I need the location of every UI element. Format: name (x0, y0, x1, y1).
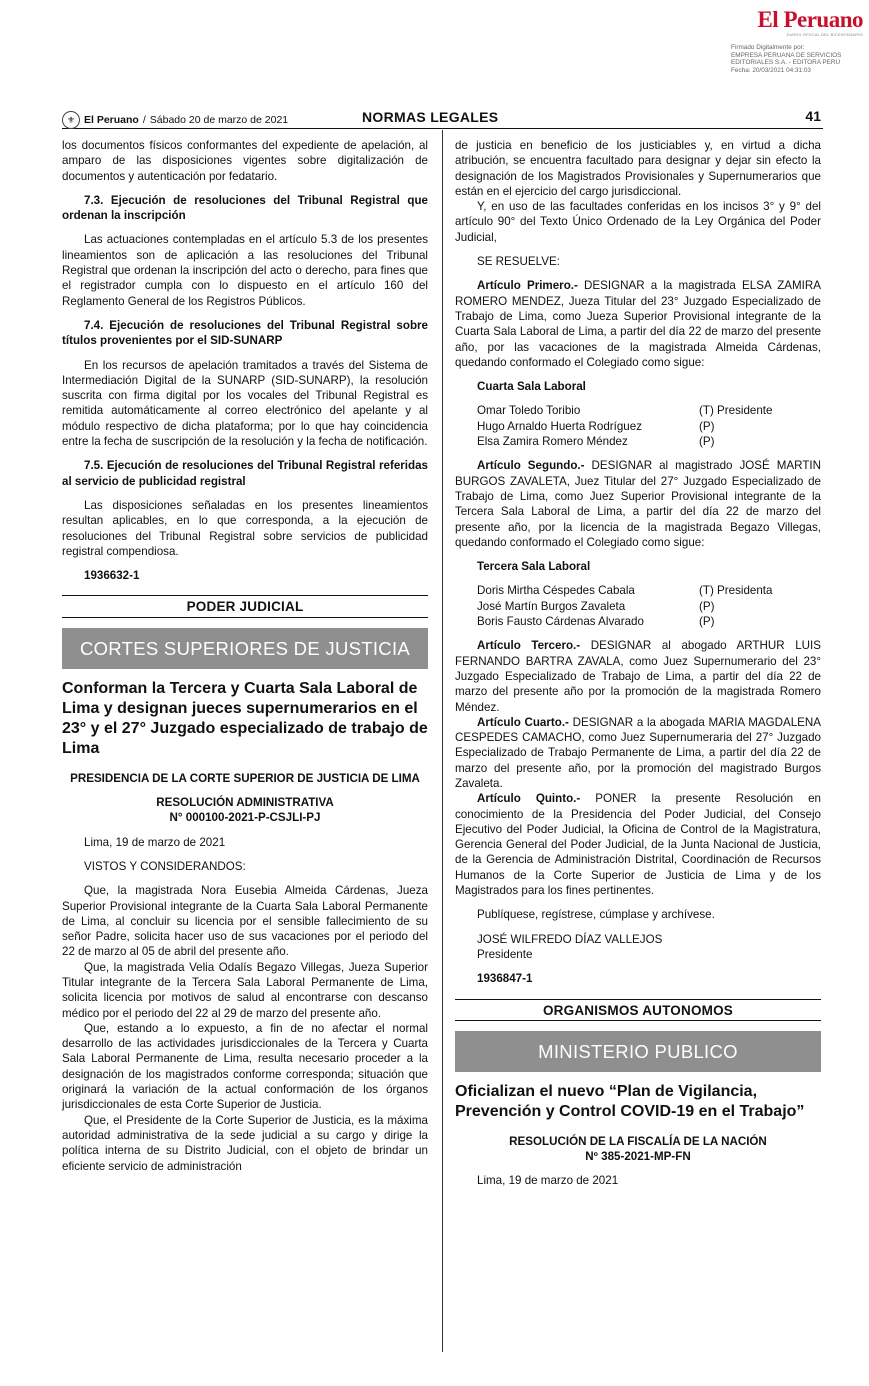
paragraph: En los recursos de apelación tramitados a través del Sistema de Intermediación Digital de la SUNARP (SID-SUNARP), la resolución suscrita con firma digital por los vocales del Tribunal Registral es remitida automáticamente al correo electrónico del apelante y al módulo respectivo de dicha plataforma; por lo que hay coincidencia entre la fecha de suscripción de la resolución y la fecha de notificación. (62, 358, 428, 449)
signature-line: Fecha: 20/03/2021 04:31:03 (731, 66, 811, 74)
member-row (477, 403, 821, 418)
subheading-7-4: 7.4. Ejecución de resoluciones del Tribunal Registral sobre títulos provenientes por el SID-SUNARP (62, 318, 428, 348)
running-head-left (62, 111, 288, 129)
article-headline: Conforman la Tercera y Cuarta Sala Laboral de Lima y designan jueces supernumerarios en el 23° y el 27° Juzgado especializado de trabajo de Lima (62, 679, 428, 757)
paper-name: El Peruano (84, 114, 139, 126)
article-primero (455, 278, 821, 370)
member-role: (P) (699, 599, 715, 613)
closing-formula: Publíquese, regístrese, cúmplase y archívese. (477, 908, 715, 922)
member-row (477, 599, 821, 614)
article-label: Artículo Tercero.- (477, 639, 581, 653)
slash-separator: / (142, 114, 146, 126)
member-name: José Martín Burgos Zavaleta (477, 599, 626, 613)
running-head (62, 106, 823, 129)
signature-line: EMPRESA PERUANA DE SERVICIOS (731, 51, 842, 59)
article-cuarto (455, 715, 821, 791)
vistos-heading: VISTOS Y CONSIDERANDOS: (84, 859, 246, 873)
member-role: (P) (699, 615, 715, 629)
paragraph: Que, la magistrada Nora Eusebia Almeida Cárdenas, Jueza Superior Provisional integrante de la Cuarta Sala Laboral Permanente de Lima, al concluir su licencia por el sensible fallecimiento de su señor Padre, solicita hacer uso de sus vacaciones por el periodo del 22 de marzo al 05 de abril del presente año. (62, 884, 428, 959)
member-row (477, 614, 821, 629)
article-text: DESIGNAR al magistrado JOSÉ MARTIN BURGOS ZAVALETA, Juez Titular del 27° Juzgado Especializado de Trabajo de Lima, como Juez Superior Provisional integrante de la Tercera Sala Laboral de Lima, a partir del día 22 de marzo del presente año, por la licencia de la magistrada Begazo Villegas, quedando conformado el Colegiado como sigue: (455, 459, 822, 549)
paragraph: los documentos físicos conformantes del expediente de apelación, al amparo de las disposiciones vigentes sobre digitalización de documentos y autenticación por fedatario. (62, 139, 428, 183)
article-label: Artículo Primero.- (477, 279, 578, 293)
page-number: 41 (805, 108, 821, 124)
subheading-7-3: 7.3. Ejecución de resoluciones del Tribunal Registral que ordenan la inscripción (62, 193, 428, 223)
article-label: Artículo Cuarto.- (477, 715, 569, 729)
sala-tercera-title: Tercera Sala Laboral (477, 560, 591, 574)
article-text: PONER la presente Resolución en conocimiento de la Presidencia del Poder Judicial, del Consejo Ejecutivo del Poder Judicial, la Oficina de Control de la Magistratura, Gerencia General del Poder Judicial, de la Junta Nacional de Justicia, de la Gerencia de Administración Distrital, Coordinación de Recursos Humanos de la Corte Superior de Justicia de Lima y de los Magistrados para los fines pertinentes. (455, 792, 822, 898)
digital-signature-note (731, 44, 863, 74)
issue-date: Sábado 20 de marzo de 2021 (149, 114, 289, 126)
resolution-title: RESOLUCIÓN ADMINISTRATIVA (156, 796, 334, 810)
member-name: Hugo Arnaldo Huerta Rodríguez (477, 419, 642, 433)
publication-code: 1936847-1 (477, 972, 533, 986)
member-row (477, 583, 821, 598)
section-bar-organismos: ORGANISMOS AUTONOMOS (455, 999, 821, 1021)
article-label: Artículo Quinto.- (477, 792, 581, 806)
paragraph: Y, en uso de las facultades conferidas en los incisos 3° y 9° del artículo 90° del Texto Único Ordenado de la Ley Orgánica del Poder Judicial, (455, 200, 821, 244)
article-tercero (455, 638, 821, 714)
article-headline: Oficializan el nuevo “Plan de Vigilancia, Prevención y Control COVID-19 en el Trabajo” (455, 1082, 805, 1120)
el-peruano-logo: El Peruano (757, 7, 863, 32)
member-role: (T) Presidenta (699, 584, 773, 598)
paragraph: de justicia en beneficio de los justiciables y, en virtud a dicha atribución, se encuentra facultado para designar y dejar sin efecto la designación de los Magistrados Provisionales y Supernumerarios que están en el ejercicio del cargo jurisdiccional. (455, 139, 821, 198)
member-name: Elsa Zamira Romero Méndez (477, 435, 628, 449)
member-row (477, 434, 821, 449)
signer-role: Presidente (477, 947, 533, 961)
paragraph: Que, la magistrada Velia Odalís Begazo Villegas, Jueza Superior Titular integrante de la Tercera Sala Laboral Permanente de Lima, solicita licencia por motivos de salud al encontrarse con descanso médico por el periodo del 22 al 29 de marzo del presente año. (62, 960, 428, 1020)
subheading-7-5: 7.5. Ejecución de resoluciones del Tribunal Registral referidas al servicio de publicidad registral (62, 459, 428, 488)
resolution-date: Lima, 19 de marzo de 2021 (477, 1174, 619, 1188)
signature-line: EDITORIALES S.A. - EDITORA PERU (731, 59, 841, 67)
right-column (455, 138, 821, 1189)
member-name: Doris Mirtha Céspedes Cabala (477, 584, 635, 598)
category-box-cortes: CORTES SUPERIORES DE JUSTICIA (62, 628, 428, 669)
paragraph: Las actuaciones contempladas en el artículo 5.3 de los presentes lineamientos son de aplicación a las resoluciones del Tribunal Registral que ordenan la inscripción del acto o derecho, para fines que el registrador cumpla con lo dispuesto en el artículo 160 del Reglamento General de los Registros Públicos. (62, 233, 428, 308)
member-name: Boris Fausto Cárdenas Alvarado (477, 615, 644, 629)
issuing-body: PRESIDENCIA DE LA CORTE SUPERIOR DE JUSTICIA DE LIMA (70, 771, 420, 785)
sala-cuarta-title: Cuarta Sala Laboral (477, 380, 586, 394)
member-role: (P) (699, 435, 715, 449)
se-resuelve: SE RESUELVE: (477, 255, 560, 269)
article-label: Artículo Segundo.- (477, 459, 585, 473)
member-row (477, 419, 821, 434)
article-text: DESIGNAR a la magistrada ELSA ZAMIRA ROMERO MENDEZ, Jueza Titular del 23° Juzgado Especializado de Trabajo de Lima, como Jueza Superior Provisional integrante de la Cuarta Sala Laboral de Lima, a partir del día 22 de marzo del presente año, por las vacaciones de la magistrada Almeida Cárdenas, quedando conformado el Colegiado como sigue: (455, 279, 821, 369)
section-bar-poder-judicial: PODER JUDICIAL (62, 595, 428, 617)
masthead (757, 8, 863, 37)
sala-cuarta-members (455, 403, 821, 449)
member-role: (T) Presidente (699, 404, 773, 418)
article-text: DESIGNAR a la abogada MARIA MAGDALENA CESPEDES CAMACHO, como Juez Supernumeraria del 27° Juzgado Especializado de Trabajo Permanente de Lima, a partir del día 22 de marzo del presente año, por la promoción del magistrado Burgos Zavaleta. (455, 715, 821, 790)
signature-line: Firmado Digitalmente por: (731, 44, 805, 51)
resolution-number: N° 000100-2021-P-CSJLI-PJ (169, 811, 321, 825)
signer-name: JOSÉ WILFREDO DÍAZ VALLEJOS (477, 932, 663, 946)
category-box-ministerio: MINISTERIO PUBLICO (455, 1031, 821, 1072)
paragraph: Que, estando a lo expuesto, a fin de no afectar el normal desarrollo de las actividades jurisdiccionales de la Tercera y Cuarta Sala Laboral Permanente de Lima, resulta necesario proceder a la designación de los magistrados conforme corresponda; situación que originará la variación de la actual conformación de los órganos jurisdiccionales de esta Corte Superior de Justicia. (62, 1021, 428, 1112)
sala-tercera-members (455, 583, 821, 629)
resolution-title: RESOLUCIÓN DE LA FISCALÍA DE LA NACIÓN (509, 1134, 767, 1148)
member-role: (P) (699, 419, 715, 433)
section-title: NORMAS LEGALES (362, 109, 499, 125)
article-segundo (455, 458, 821, 550)
article-quinto (455, 791, 821, 898)
column-divider (442, 130, 443, 1352)
logo-tagline: DIARIO OFICIAL DEL BICENTENARIO (786, 32, 863, 37)
resolution-date: Lima, 19 de marzo de 2021 (84, 835, 226, 849)
coat-of-arms-icon: ⚜ (62, 111, 80, 129)
resolution-number: Nº 385-2021-MP-FN (585, 1150, 691, 1164)
member-name: Omar Toledo Toribio (477, 404, 581, 418)
left-column (62, 138, 428, 1174)
paragraph: Las disposiciones señaladas en los presentes lineamientos resultan aplicables, en lo que corresponda, a la ejecución de resoluciones del Tribunal Registral sobre servicios de publicidad registral compendiosa. (62, 498, 428, 558)
paragraph: Que, el Presidente de la Corte Superior de Justicia, es la máxima autoridad administrativa de la sede judicial a su cargo y dirige la política interna de su Distrito Judicial, con el objeto de brindar un eficiente servicio de administración (62, 1113, 428, 1173)
publication-code: 1936632-1 (84, 569, 140, 583)
article-text: DESIGNAR al abogado ARTHUR LUIS FERNANDO BARTRA ZAVALA, como Juez Supernumerario del 23° Juzgado Especializado de Trabajo de Lima, a partir del día 22 de marzo del presente año por la promoción de la magistrada Romero Méndez. (455, 639, 821, 714)
